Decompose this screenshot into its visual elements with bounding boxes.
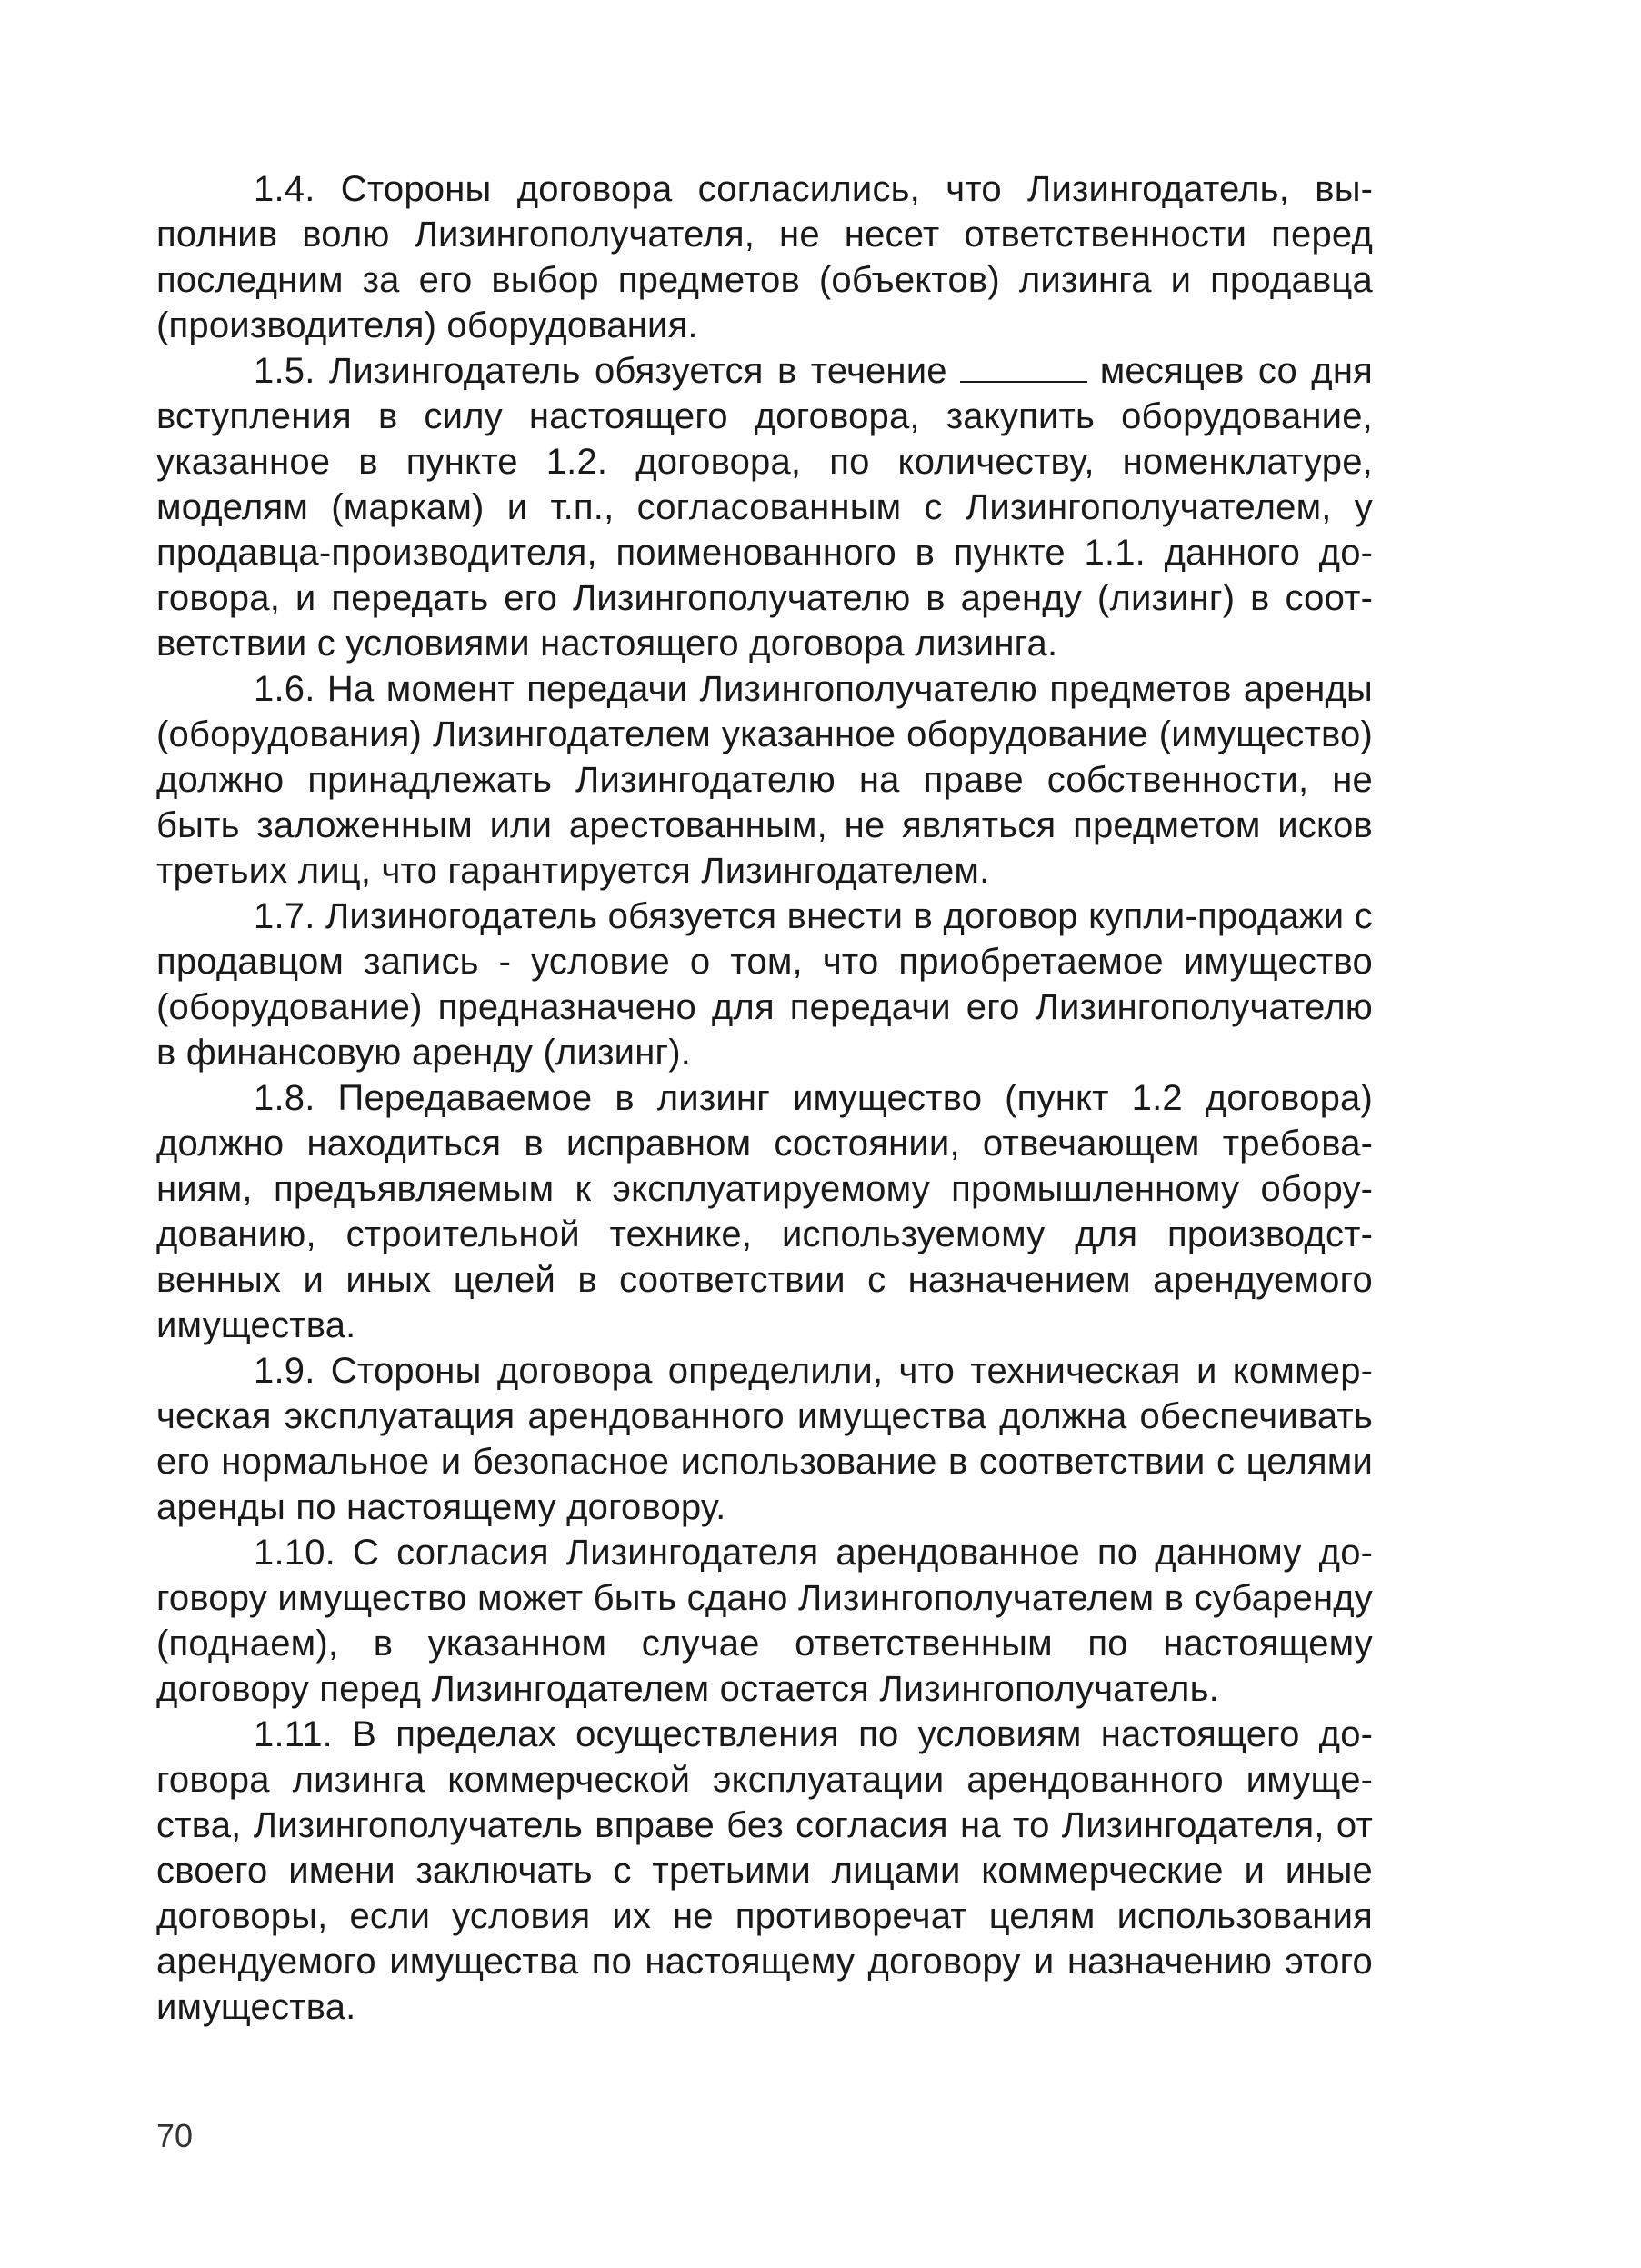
paragraph-1-5-start: 1.5. Лизингодатель обязуется в течение bbox=[254, 351, 947, 391]
paragraph-1-6: 1.6. На момент передачи Лизингополучателю предметов аренды (оборудования) Лизингодателем указанное оборудование (имущество) должно принадлежать Лизингодателю на праве собственности, не быть заложенным или арестованным, не являться предметом исков третьих лиц, что гарантируется Лизингодателем. bbox=[156, 669, 1373, 891]
paragraph-1-11: 1.11. В пределах осуществления по условиям настоящего договора лизинга коммерческой эксплуатации арендованного имущества, Лизингополучатель вправе без согласия на то Лизингодателя, от своего имени заключать с третьими лицами коммерческие и иные договоры, если условия их не противоречат целям использования арендуемого имущества по настоящему договору и назначению этого имущества. bbox=[156, 1714, 1373, 2027]
paragraph-1-4: 1.4. Стороны договора согласились, что Лизингодатель, выполнив волю Лизингополучателя, не несет ответственности перед последним за его выбор предметов (объектов) лизинга и продавца (производителя) оборудования. bbox=[156, 169, 1373, 345]
paragraph-1-5-end: месяцев со дня вступления в силу настоящего договора, закупить оборудование, указанное в пункте 1.2. договора, по количеству, номенклатуре, моделям (маркам) и т.п., согласованным с Лизингополучателем, у продавца-производителя, поименованного в пункте 1.1. данного договора, и передать его Лизингополучателю в аренду (лизинг) в соответствии с условиями настоящего договора лизинга. bbox=[156, 351, 1373, 664]
page-number: 70 bbox=[156, 2117, 194, 2154]
document-body bbox=[156, 166, 1373, 2030]
paragraph-1-5 bbox=[156, 348, 1373, 666]
paragraph-1-10: 1.10. С согласия Лизингодателя арендованное по данному договору имущество может быть сдано Лизингополучателем в субаренду (поднаем), в указанном случае ответственным по настоящему договору перед Лизингодателем остается Лизингополучатель. bbox=[156, 1533, 1373, 1709]
paragraph-1-9: 1.9. Стороны договора определили, что техническая и коммерческая эксплуатация арендованного имущества должна обеспечивать его нормальное и безопасное использование в соответствии с целями аренды по настоящему договору. bbox=[156, 1351, 1373, 1527]
paragraph-1-7: 1.7. Лизиногодатель обязуется внести в договор купли-продажи с продавцом запись - условие о том, что приобретаемое имущество (оборудование) предназначено для передачи его Лизингополучателю в финансовую аренду (лизинг). bbox=[156, 896, 1373, 1073]
blank-fill-line bbox=[960, 352, 1087, 383]
paragraph-1-8: 1.8. Передаваемое в лизинг имущество (пункт 1.2 договора) должно находиться в исправном состоянии, отвечающем требованиям, предъявляемым к эксплуатируемому промышленному оборудованию, строительной технике, используемому для производственных и иных целей в соответствии с назначением арендуемого имущества. bbox=[156, 1078, 1373, 1345]
